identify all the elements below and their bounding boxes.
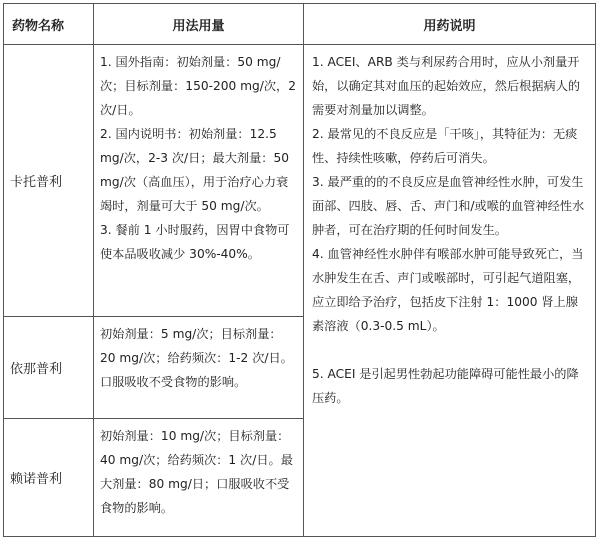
drug-name-captopril: 卡托普利 [4, 45, 94, 317]
header-row [4, 4, 596, 45]
usage-enalapril [94, 317, 304, 419]
header-notes: 用药说明 [304, 4, 596, 45]
usage-captopril-item-1: 1. 国外指南：初始剂量：50 mg/次；目标剂量：150-200 mg/次，2 次/日。 [100, 55, 296, 117]
usage-captopril-item-3: 3. 餐前 1 小时服药，因胃中食物可使本品吸收减少 30%-40%。 [100, 223, 290, 261]
table-row-captopril [4, 45, 596, 317]
usage-captopril [94, 45, 304, 317]
note-item-1: 1. ACEI、ARB 类与利尿药合用时，应从小剂量开始，以确定其对血压的起始效应，然后根据病人的需要对剂量加以调整。 [312, 55, 581, 117]
note-item-5: 5. ACEI 是引起男性勃起功能障碍可能性最小的降压药。 [312, 367, 579, 405]
usage-enalapril-text: 初始剂量：5 mg/次；目标剂量：20 mg/次；给药频次：1-2 次/日。口服吸收不受食物的影响。 [100, 327, 293, 389]
drug-dosage-table [3, 3, 596, 537]
medication-notes [304, 45, 596, 537]
drug-name-enalapril: 依那普利 [4, 317, 94, 419]
header-usage: 用法用量 [94, 4, 304, 45]
note-item-2: 2. 最常见的不良反应是「干咳」，其特征为：无痰性、持续性咳嗽，停药后可消失。 [312, 127, 578, 165]
note-item-3: 3. 最严重的的不良反应是血管神经性水肿，可发生面部、四肢、唇、舌、声门和/或喉的血管神经性水肿者，可在治疗期的任何时间发生。 [312, 175, 585, 237]
usage-lisinopril-text: 初始剂量：10 mg/次；目标剂量：40 mg/次；给药频次：1 次/日。最大剂量：80 mg/日；口服吸收不受食物的影响。 [100, 429, 293, 515]
header-drug-name: 药物名称 [4, 4, 94, 45]
drug-name-lisinopril: 赖诺普利 [4, 419, 94, 537]
note-item-4: 4. 血管神经性水肿伴有喉部水肿可能导致死亡，当水肿发生在舌、声门或喉部时，可引起气道阻塞，应立即给予治疗，包括皮下注射 1：1000 肾上腺素溶液（0.3-0.5 mL）。 [312, 247, 584, 333]
usage-lisinopril [94, 419, 304, 537]
usage-captopril-item-2: 2. 国内说明书：初始剂量：12.5 mg/次，2-3 次/日；最大剂量：50 mg/次（高血压），用于治疗心力衰竭时，剂量可大于 50 mg/次。 [100, 127, 289, 213]
